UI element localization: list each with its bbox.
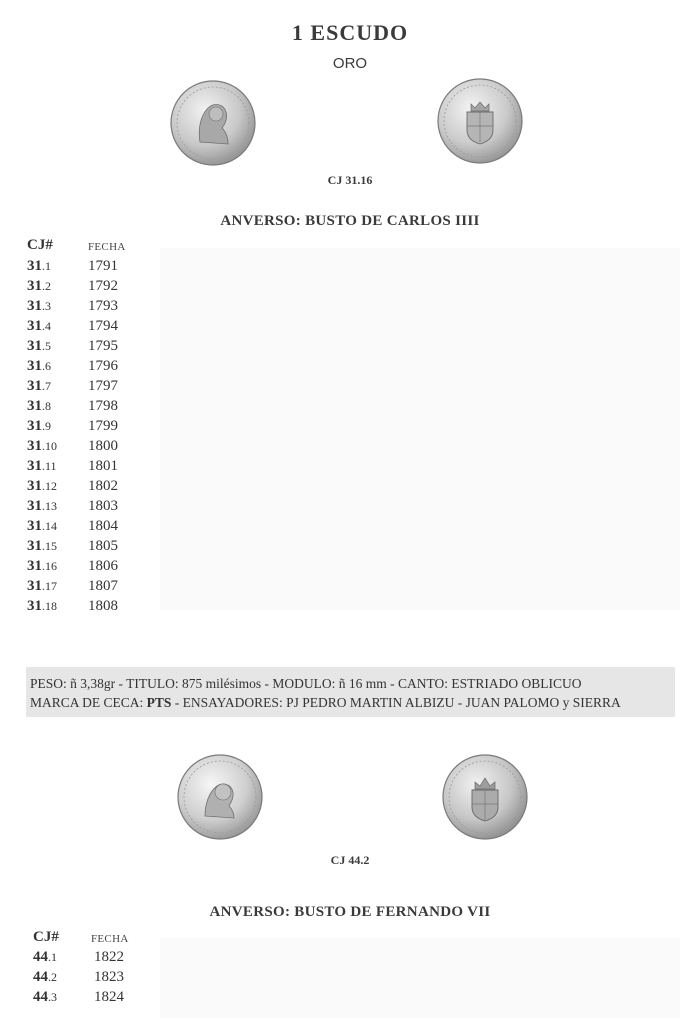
column-header-cj-2: CJ# [33,929,59,945]
table-row [27,396,167,416]
table-row [27,456,167,476]
catalog-code-main: 44 [33,989,48,1005]
catalog-code [27,596,57,616]
coin-caption-2: CJ 44.2 [330,853,370,867]
catalog-code-sub: .14 [42,519,57,533]
catalog-code-sub: .7 [42,379,51,393]
table-row [27,256,167,276]
catalog-code-main: 31 [27,538,42,554]
catalog-table [27,256,167,616]
catalog-code [27,276,51,296]
table-row [33,987,173,1007]
column-header-fecha-2: FECHA [91,933,129,945]
year-cell: 1799 [88,418,118,434]
table-row [33,967,173,987]
table-row [27,316,167,336]
catalog-code-sub: .18 [42,599,57,613]
specs-line-1: PESO: ñ 3,38gr - TITULO: 875 milésimos - MODULO: ñ 16 mm - CANTO: ESTRIADO OBLICUO [30,676,582,691]
catalog-code-sub: .16 [42,559,57,573]
year-cell: 1802 [88,478,118,494]
catalog-code [27,476,57,496]
catalog-code-main: 31 [27,478,42,494]
catalog-code [27,536,57,556]
table-row [27,376,167,396]
section-heading-2: ANVERSO: BUSTO DE FERNANDO VII [209,904,491,920]
table-row [27,536,167,556]
catalog-code-main: 31 [27,498,42,514]
catalog-code-main: 31 [27,598,42,614]
catalog-code [27,496,57,516]
catalog-code [27,316,51,336]
table-row [27,576,167,596]
catalog-code [27,256,51,276]
year-cell: 1796 [88,358,118,374]
catalog-code-main: 31 [27,358,42,374]
background-panel [160,248,680,610]
catalog-code-main: 31 [27,258,42,274]
year-cell: 1791 [88,258,118,274]
catalog-code-main: 31 [27,518,42,534]
coin-obverse-carlos-image [170,80,256,166]
table-row [27,476,167,496]
catalog-code [27,296,51,316]
catalog-code [27,556,57,576]
background-panel-2 [160,938,680,1018]
year-cell: 1792 [88,278,118,294]
section-heading: ANVERSO: BUSTO DE CARLOS IIII [220,213,480,229]
catalog-code-main: 31 [27,458,42,474]
year-cell: 1824 [94,989,124,1005]
catalog-code-main: 31 [27,318,42,334]
catalog-code-sub: .6 [42,359,51,373]
catalog-code [27,516,57,536]
catalog-table-2 [33,947,173,1009]
table-row [27,276,167,296]
catalog-code-sub: .15 [42,539,57,553]
page-subtitle: ORO [332,55,368,72]
year-cell: 1801 [88,458,118,474]
table-row [27,356,167,376]
catalog-code-main: 31 [27,398,42,414]
catalog-code-sub: .2 [42,279,51,293]
year-cell: 1794 [88,318,118,334]
catalog-code [27,436,57,456]
table-row [27,516,167,536]
catalog-code-sub: .9 [42,419,51,433]
catalog-code-sub: .2 [48,970,57,984]
coin-obverse-fernando-image [177,754,263,840]
catalog-code [27,416,51,436]
year-cell: 1800 [88,438,118,454]
catalog-code-sub: .11 [42,459,57,473]
catalog-code-sub: .8 [42,399,51,413]
year-cell: 1798 [88,398,118,414]
specs-assayers: - ENSAYADORES: PJ PEDRO MARTIN ALBIZU - JUAN PALOMO y SIERRA [171,695,621,710]
catalog-code [33,947,57,967]
coin-reverse-crowned-shield-image [442,754,528,840]
catalog-code-sub: .10 [42,439,57,453]
catalog-code-main: 31 [27,278,42,294]
specs-box [26,667,675,717]
catalog-code-main: 31 [27,338,42,354]
column-header-fecha: FECHA [88,241,126,253]
catalog-code [27,376,51,396]
catalog-code-sub: .17 [42,579,57,593]
table-row [27,556,167,576]
year-cell: 1803 [88,498,118,514]
catalog-code-main: 31 [27,298,42,314]
table-row [27,336,167,356]
table-row [27,596,167,616]
table-row [27,496,167,516]
catalog-code [33,967,57,987]
catalog-code-main: 31 [27,418,42,434]
year-cell: 1822 [94,949,124,965]
catalog-code-main: 44 [33,969,48,985]
specs-mint-value: PTS [146,695,172,710]
catalog-code-main: 31 [27,558,42,574]
catalog-code [27,456,57,476]
specs-mint-label: MARCA DE CECA: [30,695,147,710]
catalog-code [33,987,57,1007]
catalog-code-sub: .12 [42,479,57,493]
table-row [27,416,167,436]
catalog-code-main: 44 [33,949,48,965]
catalog-code-sub: .13 [42,499,57,513]
column-header-cj: CJ# [27,237,53,253]
year-cell: 1823 [94,969,124,985]
catalog-code-main: 31 [27,578,42,594]
coin-reverse-shield-image [437,78,523,164]
catalog-code [27,336,51,356]
catalog-code-sub: .4 [42,319,51,333]
year-cell: 1807 [88,578,118,594]
page-title: 1 ESCUDO [291,20,409,45]
catalog-code [27,396,51,416]
year-cell: 1805 [88,538,118,554]
catalog-code-sub: .1 [48,950,57,964]
catalog-code-sub: .5 [42,339,51,353]
table-row [27,436,167,456]
catalog-code-sub: .3 [48,990,57,1004]
coin-caption: CJ 31.16 [327,173,373,187]
table-row [33,947,173,967]
year-cell: 1806 [88,558,118,574]
year-cell: 1808 [88,598,118,614]
year-cell: 1795 [88,338,118,354]
catalog-code [27,576,57,596]
year-cell: 1793 [88,298,118,314]
catalog-code [27,356,51,376]
specs-line-2 [30,693,675,712]
year-cell: 1804 [88,518,118,534]
year-cell: 1797 [88,378,118,394]
table-row [27,296,167,316]
catalog-code-main: 31 [27,438,42,454]
catalog-code-sub: .3 [42,299,51,313]
catalog-code-sub: .1 [42,259,51,273]
catalog-code-main: 31 [27,378,42,394]
